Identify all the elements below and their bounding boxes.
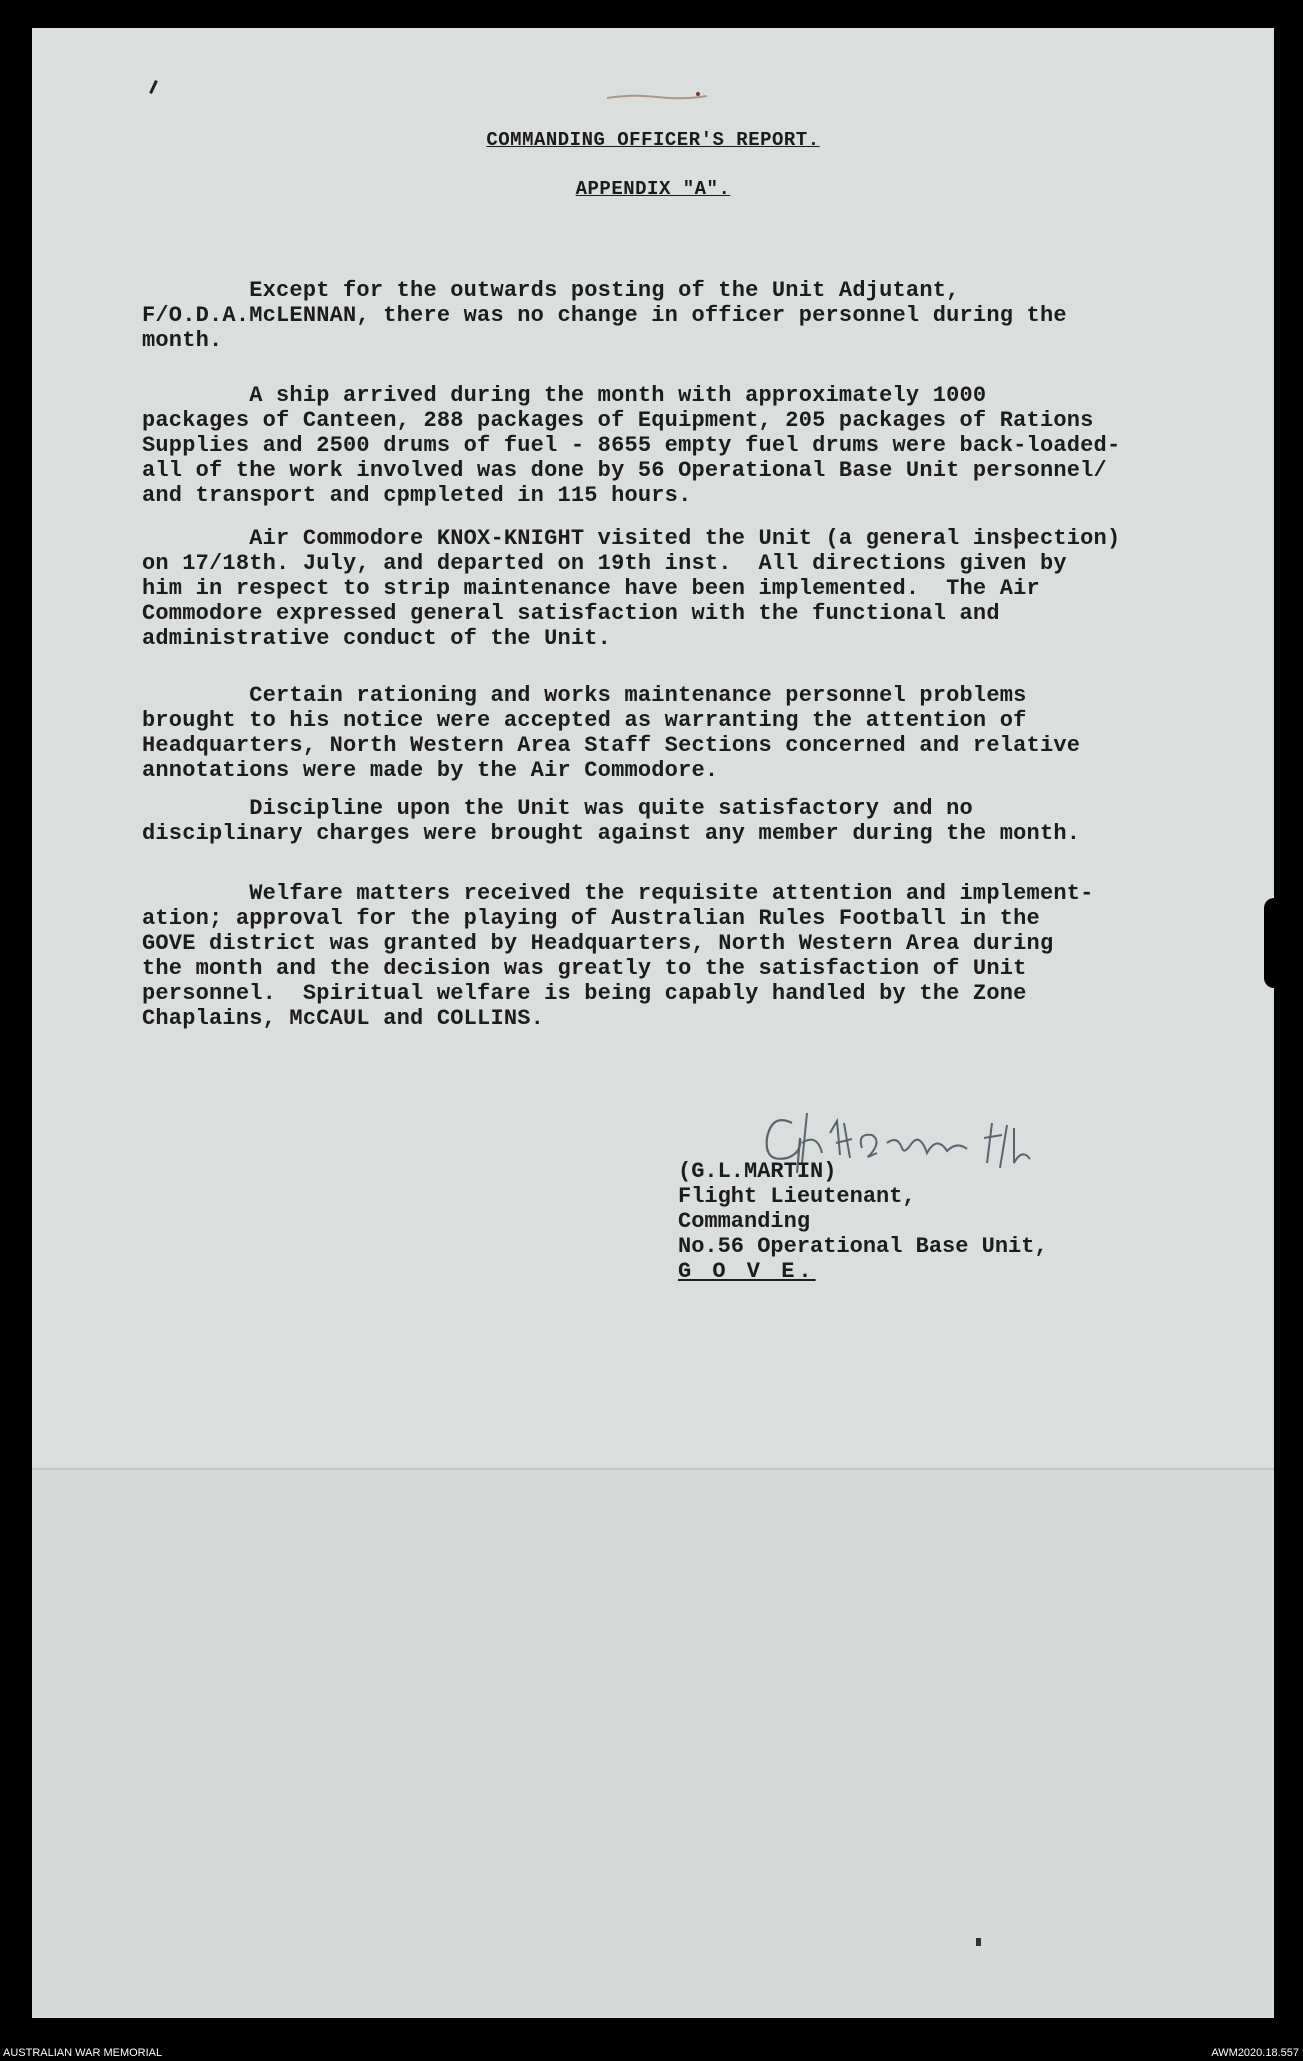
pencil-mark xyxy=(149,80,158,94)
paragraph-inspection-visit: Air Commodore KNOX-KNIGHT visited the Unit (a general insþection) on 17/18th. July, and departed on 19th inst. All directions given by him in respect to strip maintenance have been implemented. The Air Commodore expressed general satisfaction with the functional and administrative conduct of the Unit. xyxy=(142,526,1121,651)
signatory-location: G O V E. xyxy=(678,1259,816,1284)
paragraph-welfare: Welfare matters received the requisite attention and implement- ation; approval for the playing of Australian Rules Football in the GOVE district was granted by Headquarters, North Western Area during the month and the decision was greatly to the satisfaction of Unit personnel. Spiritual welfare is being capably handled by the Zone Chaplains, McCAUL and COLLINS. xyxy=(142,881,1094,1031)
signatory-name: (G.L.MARTIN) xyxy=(678,1159,837,1184)
signatory-rank: Flight Lieutenant, xyxy=(678,1184,916,1209)
paragraph-discipline: Discipline upon the Unit was quite satisfactory and no disciplinary charges were brought against any member during the month. xyxy=(142,796,1081,846)
paragraph-officer-personnel: Except for the outwards posting of the Unit Adjutant, F/O.D.A.McLENNAN, there was no change in officer personnel during the month. xyxy=(142,278,1067,353)
paragraph-ship-arrival: A ship arrived during the month with approximately 1000 packages of Canteen, 288 packages of Equipment, 205 packages of Rations Supplies and 2500 drums of fuel - 8655 empty fuel drums were back-loaded- all of the work involved was done by 56 Operational Base Unit personnel/ and transport and cpmpleted in 115 hours. xyxy=(142,383,1121,508)
paragraph-personnel-problems: Certain rationing and works maintenance personnel problems brought to his notice were accepted as warranting the attention of Headquarters, North Western Area Staff Sections concerned and relative annotations were made by the Air Commodore. xyxy=(142,683,1081,783)
ink-dot xyxy=(976,1938,981,1946)
binder-hole xyxy=(1264,898,1274,988)
ink-smudge xyxy=(602,90,712,102)
report-title: COMMANDING OFFICER'S REPORT. xyxy=(486,129,820,151)
appendix-title: APPENDIX "A". xyxy=(575,178,731,200)
signatory-unit: No.56 Operational Base Unit, xyxy=(678,1234,1048,1259)
footer-archive-name: AUSTRALIAN WAR MEMORIAL xyxy=(3,2047,163,2059)
signatory-role: Commanding xyxy=(678,1209,811,1234)
paper-lower-section xyxy=(32,1470,1274,2018)
footer-reference-number: AWM2020.18.557 xyxy=(1211,2047,1299,2059)
document-page xyxy=(32,28,1274,2018)
signature-block xyxy=(678,1159,1048,1284)
